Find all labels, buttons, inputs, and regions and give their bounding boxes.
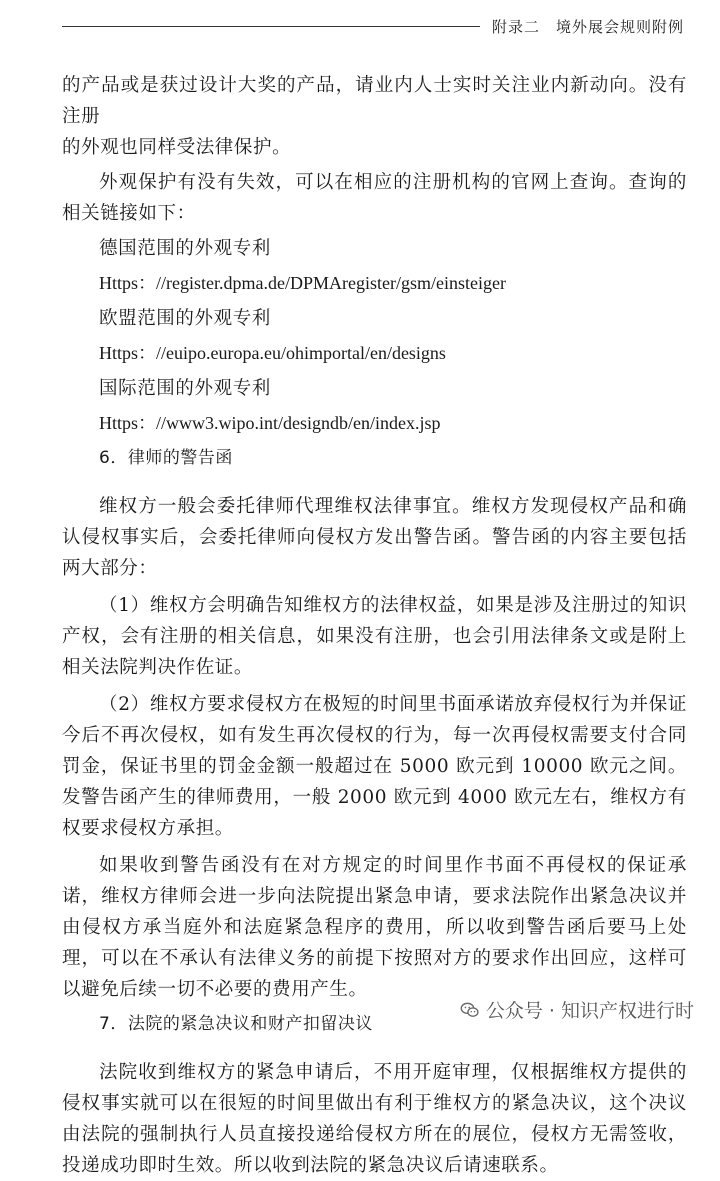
link-label-international: 国际范围的外观专利 [99,378,271,399]
watermark-text: 公众号 · 知识产权进行时 [485,1000,694,1022]
paragraph-court-application: 如果收到警告函没有在对方规定的时间里作书面不再侵权的保证承诺，维权方律师会进一步向法院提出紧急申请，要求法院作出紧急决议并由侵权方承当庭外和法庭紧急程序的费用，所以收到警告函后要马上处理，可以在不承认有法律义务的前提下按照对方的要求作出回应，这样可以避免后续一切不必要的费用产生。 [62,855,687,1000]
paragraph-lookup-intro: 外观保护有没有失效，可以在相应的注册机构的官网上查询。查询的相关链接如下： [62,172,687,224]
paragraph-warning-letter: 维权方一般会委托律师代理维权法律事宜。维权方发现侵权产品和确认侵权事实后，会委托律师向侵权方发出警告函。警告函的内容主要包括两大部分： [62,496,687,579]
account-watermark [456,994,698,1025]
paragraph-court-decision: 法院收到维权方的紧急申请后，不用开庭审理，仅根据维权方提供的侵权事实就可以在很短的时间里做出有利于维权方的紧急决议，这个决议由法院的强制执行人员直接投递给侵权方所在的展位，侵权方无需签收，投递成功即时生效。所以收到法院的紧急决议后请速联系。 [62,1062,687,1176]
link-label-germany: 德国范围的外观专利 [99,238,271,259]
list-item-2: （2）维权方要求侵权方在极短的时间里书面承诺放弃侵权行为并保证今后不再次侵权，如有发生再次侵权的行为，每一次再侵权需要支付合同罚金，保证书里的罚金金额一般超过在 5000 欧元到 10000 欧元之间。发警告函产生的律师费用，一般 2000 欧元到 4000 欧元左右，维权方有权要求侵权方承担。 [62,694,687,839]
link-url-germany: Https：//register.dpma.de/DPMAregister/gsm/einsteiger [99,273,506,293]
list-item-1: （1）维权方会明确告知维权方的法律权益，如果是涉及注册过的知识产权，会有注册的相关信息，如果没有注册，也会引用法律条文或是附上相关法院判决作佐证。 [62,595,687,678]
paragraph-continued-line-1: 的产品或是获过设计大奖的产品，请业内人士实时关注业内新动向。没有注册 [62,75,687,127]
wechat-icon [460,1000,480,1020]
link-url-eu: Https：//euipo.europa.eu/ohimportal/en/designs [99,343,446,363]
running-header [62,14,684,38]
header-rule [62,26,480,27]
paragraph-continued-line-2: 的外观也同样受法律保护。 [62,137,292,158]
link-label-eu: 欧盟范围的外观专利 [99,308,271,329]
link-url-international: Https：//www3.wipo.int/designdb/en/index.jsp [99,413,441,433]
header-title: 附录二 境外展会规则附例 [491,17,684,36]
section-6-heading: 6．律师的警告函 [99,448,233,468]
section-7-heading: 7．法院的紧急决议和财产扣留决议 [99,1014,373,1034]
